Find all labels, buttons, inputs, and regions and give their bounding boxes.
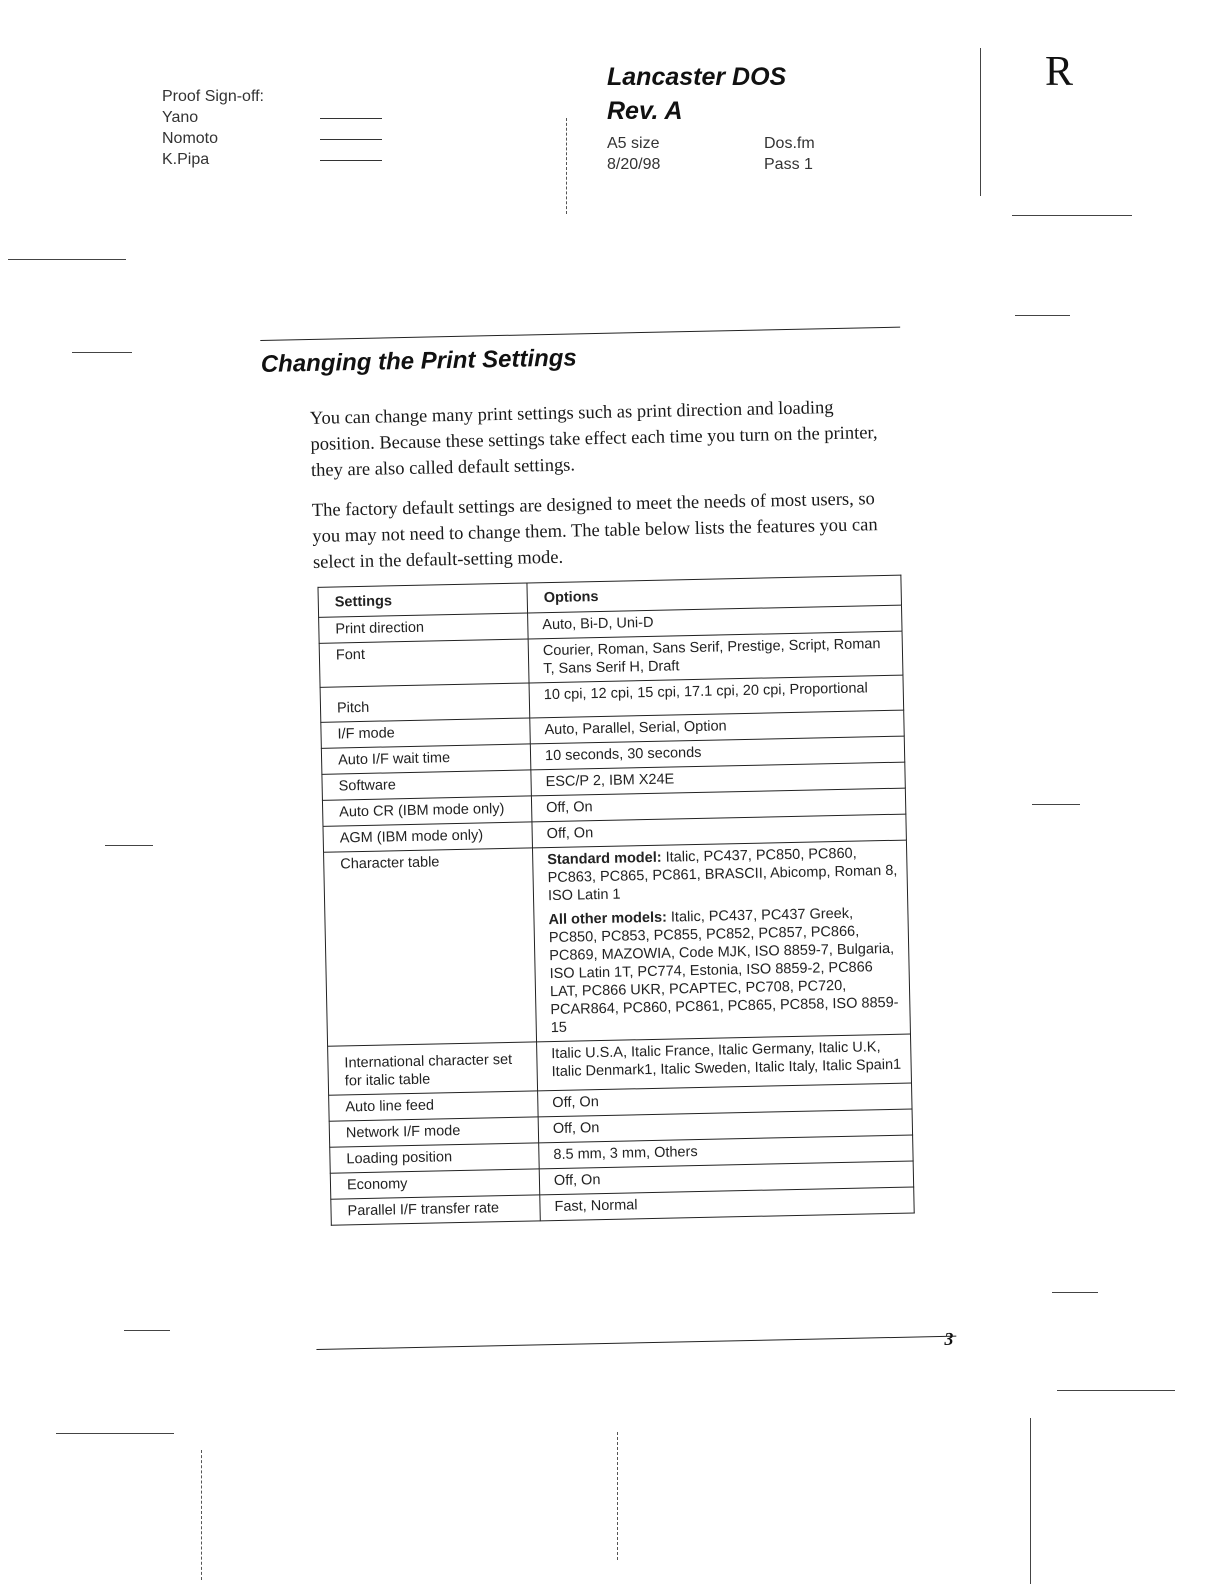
proof-name: Yano [162,109,199,126]
options-cell: 10 seconds, 30 seconds [530,736,904,770]
other-models-options [548,904,902,1037]
options-cell: Off, On [538,1083,912,1117]
setting-cell: Pitch [320,683,530,722]
setting-cell: International character set for italic table [328,1042,538,1095]
options-cell: Off, On [539,1161,913,1195]
column-header-settings: Settings [318,583,528,617]
options-cell: 8.5 mm, 3 mm, Others [539,1135,913,1169]
standard-model-label: Standard model: [547,849,662,869]
pass-number: Pass 1 [764,156,813,173]
section-rule [260,327,900,341]
paragraph: The factory default settings are designed to meet the needs of most users, so you may not need to change them. The table below lists the features you can select in the default-setting mode. [311,489,878,573]
proof-name: K.Pipa [162,151,210,168]
settings-table [317,575,914,1226]
file-name: Dos.fm [764,135,815,152]
setting-cell: Print direction [319,613,528,643]
proof-heading: Proof Sign-off: [162,88,264,105]
setting-cell: Software [322,770,531,800]
setting-cell: Auto I/F wait time [321,744,530,774]
other-models-label: All other models: [548,909,668,929]
page-number: 3 [944,1328,954,1349]
paragraph: You can change many print settings such as print direction and loading position. Because these settings take effect each time you turn on the printer, they are also called default settings. [309,398,878,481]
setting-cell: Network I/F mode [329,1117,538,1147]
setting-cell: Auto line feed [329,1091,538,1121]
setting-cell: I/F mode [321,718,530,748]
standard-model-options [547,844,899,905]
section-title: Changing the Print Settings [260,344,578,379]
proof-name: Nomoto [162,130,219,147]
table-row [324,840,911,1046]
options-cell: Off, On [532,814,906,848]
setting-cell: Character table [324,848,537,1046]
setting-cell: AGM (IBM mode only) [323,822,532,852]
options-cell [532,840,910,1042]
options-cell: Fast, Normal [540,1187,914,1221]
revision-text: Rev. A [607,97,683,125]
setting-cell: Parallel I/F transfer rate [331,1195,540,1225]
title-text: Lancaster DOS [607,63,787,91]
corner-letter: R [1045,49,1074,95]
doc-date: 8/20/98 [607,156,661,173]
other-models-values: Italic, PC437, PC437 Greek, PC850, PC853, PC855, PC852, PC857, PC866, PC869, MAZOWIA, Code MJK, ISO 8859-7, Bulgaria, ISO Latin 1T, PC774, Estonia, ISO 8859-2, PC866 LAT, PC866 UKR, PCAPTEC, PC708, PC720, PCAR864, PC860, PC861, PC865, PC858, ISO 8859-15 [548,905,899,1037]
page-size: A5 size [607,135,660,152]
setting-cell: Economy [330,1169,539,1199]
setting-cell: Loading position [330,1143,539,1173]
options-cell: Auto, Parallel, Serial, Option [530,710,904,744]
options-cell: ESC/P 2, IBM X24E [531,762,905,796]
setting-cell: Font [319,639,529,687]
options-cell: Off, On [538,1109,912,1143]
options-cell: Courier, Roman, Sans Serif, Prestige, Script, Roman T, Sans Serif H, Draft [528,631,903,683]
options-cell: 10 cpi, 12 cpi, 15 cpi, 17.1 cpi, 20 cpi, Proportional [529,675,904,718]
setting-cell: Auto CR (IBM mode only) [322,796,531,826]
options-cell: Italic U.S.A, Italic France, Italic Germany, Italic U.K, Italic Denmark1, Italic Sweden, Italic Italy, Italic Spain1 [537,1034,912,1091]
options-cell: Auto, Bi-D, Uni-D [528,605,902,639]
options-cell: Off, On [531,788,905,822]
column-header-options: Options [527,575,902,613]
footer-rule [316,1336,956,1350]
standard-model-values: Italic, PC437, PC850, PC860, PC863, PC865, PC861, BRASCII, Abicomp, Roman 8, ISO Latin 1 [547,845,898,905]
